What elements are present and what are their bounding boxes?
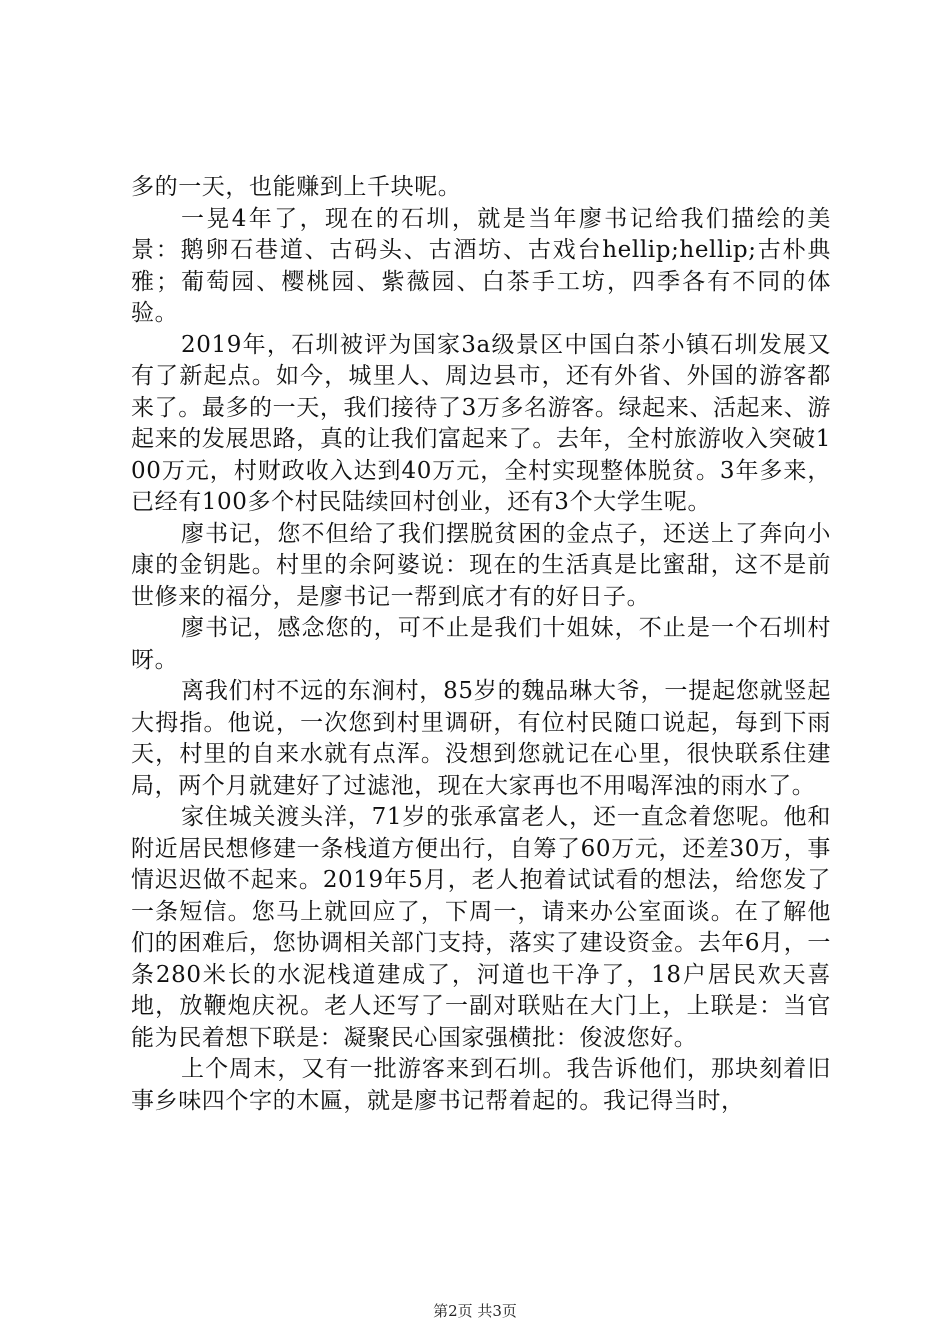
- body-text: [131, 172, 831, 1117]
- paragraph: 上个周末，又有一批游客来到石圳。我告诉他们，那块刻着旧事乡味四个字的木匾，就是廖书记帮着起的。我记得当时，: [131, 1056, 831, 1114]
- paragraph-continuation: 多的一天，也能赚到上千块呢。: [131, 174, 462, 200]
- page-number-footer: 第2页 共3页: [433, 1302, 517, 1320]
- paragraph: 一晃4年了，现在的石圳，就是当年廖书记给我们描绘的美景：鹅卵石巷道、古码头、古酒坊、古戏台hellip;hellip;古朴典雅；葡萄园、樱桃园、紫薇园、白茶手工坊，四季各有不同的体验。: [131, 205, 831, 326]
- paragraph: 2019年，石圳被评为国家3a级景区中国白茶小镇石圳发展又有了新起点。如今，城里人、周边县市，还有外省、外国的游客都来了。最多的一天，我们接待了3万多名游客。绿起来、活起来、游起来的发展思路，真的让我们富起来了。去年，全村旅游收入突破100万元，村财政收入达到40万元，全村实现整体脱贫。3年多来，已经有100多个村民陆续回村创业，还有3个大学生呢。: [131, 331, 831, 515]
- paragraph: 廖书记，您不但给了我们摆脱贫困的金点子，还送上了奔向小康的金钥匙。村里的余阿婆说：现在的生活真是比蜜甜，这不是前世修来的福分，是廖书记一帮到底才有的好日子。: [131, 520, 831, 610]
- paragraph: 离我们村不远的东涧村，85岁的魏品琳大爷，一提起您就竖起大拇指。他说，一次您到村里调研，有位村民随口说起，每到下雨天，村里的自来水就有点浑。没想到您就记在心里，很快联系住建局，两个月就建好了过滤池，现在大家再也不用喝浑浊的雨水了。: [131, 678, 831, 799]
- paragraph: 廖书记，感念您的，可不止是我们十姐妹，不止是一个石圳村呀。: [131, 615, 831, 673]
- paragraph: 家住城关渡头洋，71岁的张承富老人，还一直念着您呢。他和附近居民想修建一条栈道方便出行，自筹了60万元，还差30万，事情迟迟做不起来。2019年5月，老人抱着试试看的想法，给您发了一条短信。您马上就回应了，下周一，请来办公室面谈。在了解他们的困难后，您协调相关部门支持，落实了建设资金。去年6月，一条280米长的水泥栈道建成了，河道也干净了，18户居民欢天喜地，放鞭炮庆祝。老人还写了一副对联贴在大门上，上联是：当官能为民着想下联是：凝聚民心国家强横批：俊波您好。: [131, 804, 831, 1051]
